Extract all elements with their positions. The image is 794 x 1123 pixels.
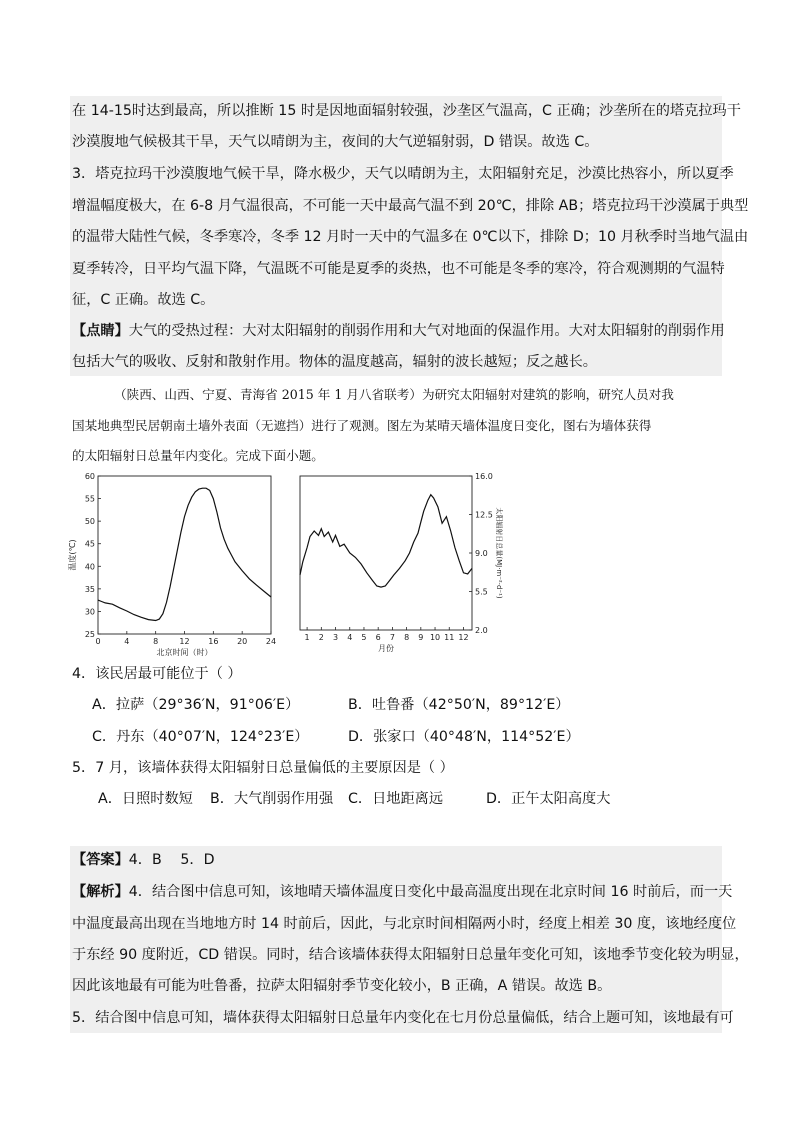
q4-option-c[interactable]: C．丹东（40°07′N，124°23′E） bbox=[92, 729, 309, 745]
tip-line bbox=[72, 321, 725, 341]
y-tick-label: 25 bbox=[84, 630, 95, 639]
tip-label: 【点睛】 bbox=[72, 323, 129, 339]
q5-option-d[interactable]: D．正午太阳高度大 bbox=[486, 791, 611, 807]
y-tick-label: 40 bbox=[84, 562, 95, 572]
explanation-line: 的温带大陆性气候，冬季寒冷，冬季 12 月时一天中的气温多在 0℃以下，排除 D；10 月秋季时当地气温由 bbox=[72, 229, 749, 245]
q5-option-b[interactable]: B．大气削弱作用强 bbox=[210, 791, 334, 807]
y-tick-label: 50 bbox=[84, 517, 95, 527]
x-tick-label: 9 bbox=[418, 633, 424, 642]
y-tick-label: 12.5 bbox=[475, 510, 493, 520]
explanation-line: 夏季转冷，日平均气温下降，气温既不可能是夏季的炎热，也不可能是冬季的寒冷，符合观测期的气温特 bbox=[72, 261, 725, 277]
analysis-line: 中温度最高出现在当地地方时 14 时前后，因此，与北京时间相隔两小时，经度上相差 30 度，该地经度位 bbox=[72, 916, 737, 932]
x-tick-label: 6 bbox=[375, 633, 381, 642]
q4-option-b[interactable]: B．吐鲁番（42°50′N，89°12′E） bbox=[348, 697, 570, 713]
x-tick-label: 16 bbox=[208, 637, 219, 646]
x-tick-label: 1 bbox=[304, 633, 310, 642]
q5-option-c[interactable]: C．日地距离远 bbox=[348, 791, 444, 807]
x-axis-label: 月份 bbox=[378, 644, 394, 653]
intro-line: 的太阳辐射日总量年内变化。完成下面小题。 bbox=[72, 448, 324, 463]
analysis-text: 4．结合图中信息可知，该地晴天墙体温度日变化中最高温度出现在北京时间 16 时前后，而一天 bbox=[128, 884, 733, 900]
x-tick-label: 11 bbox=[444, 633, 455, 642]
answer-label: 【答案】 bbox=[72, 852, 129, 868]
x-tick-label: 24 bbox=[265, 637, 277, 646]
y-axis-label: 温度(℃) bbox=[68, 539, 77, 571]
y-tick-label: 35 bbox=[84, 584, 95, 594]
series-line bbox=[98, 488, 271, 620]
x-tick-label: 7 bbox=[389, 633, 395, 642]
tip-line: 包括大气的吸收、反射和散射作用。物体的温度越高，辐射的波长越短；反之越长。 bbox=[72, 354, 597, 370]
analysis-line: 于东经 90 度附近，CD 错误。同时，结合该墙体获得太阳辐射日总量年变化可知，该地季节变化较为明显， bbox=[72, 947, 749, 963]
series-line bbox=[300, 495, 472, 587]
x-tick-label: 12 bbox=[458, 633, 469, 642]
analysis-label: 【解析】 bbox=[72, 884, 129, 900]
intro-line: 国某地典型民居朝南土墙外表面（无遮挡）进行了观测。图左为某晴天墙体温度日变化，图右为墙体获得 bbox=[72, 418, 652, 433]
question-4-stem: 4．该民居最可能位于（ ） bbox=[72, 666, 242, 682]
explanation-line: 沙漠腹地气候极其干旱，天气以晴朗为主，夜间的大气逆辐射弱，D 错误。故选 C。 bbox=[72, 134, 599, 150]
y-tick-label: 60 bbox=[84, 472, 95, 481]
analysis-line: 5．结合图中信息可知，墙体获得太阳辐射日总量年内变化在七月份总量偏低，结合上题可知，该地最有可 bbox=[72, 1010, 734, 1026]
x-tick-label: 10 bbox=[429, 633, 441, 642]
q4-option-d[interactable]: D．张家口（40°48′N，114°52′E） bbox=[348, 729, 580, 745]
y-tick-label: 9.0 bbox=[475, 549, 488, 558]
y-tick-label: 16.0 bbox=[475, 472, 493, 481]
tip-text: 大气的受热过程：大对太阳辐射的削弱作用和大气对地面的保温作用。大对太阳辐射的削弱作用 bbox=[128, 323, 725, 339]
x-tick-label: 0 bbox=[95, 637, 101, 646]
q4-option-a[interactable]: A．拉萨（29°36′N，91°06′E） bbox=[92, 697, 300, 713]
x-tick-label: 2 bbox=[318, 633, 324, 642]
x-tick-label: 8 bbox=[404, 633, 410, 642]
wall-temperature-chart bbox=[60, 468, 285, 660]
explanation-line: 在 14-15时达到最高，所以推断 15 时是因地面辐射较强，沙垄区气温高，C 正确；沙垄所在的塔克拉玛干 bbox=[72, 103, 741, 119]
x-tick-label: 4 bbox=[124, 637, 130, 646]
q5-option-a[interactable]: A．日照时数短 bbox=[98, 791, 193, 807]
y-tick-label: 45 bbox=[84, 539, 95, 549]
question-5-stem: 5．7 月，该墙体获得太阳辐射日总量偏低的主要原因是（ ） bbox=[72, 760, 454, 776]
analysis-line: 因此该地最有可能为吐鲁番，拉萨太阳辐射季节变化较小，B 正确，A 错误。故选 B。 bbox=[72, 978, 612, 994]
y-axis-label: 太阳辐射日总量(MJ·m⁻²·d⁻¹) bbox=[495, 507, 503, 599]
y-tick-label: 5.5 bbox=[475, 587, 488, 597]
x-tick-label: 4 bbox=[347, 633, 353, 642]
answer-line bbox=[72, 850, 215, 870]
explanation-line: 征，C 正确。故选 C。 bbox=[72, 292, 215, 308]
analysis-line bbox=[72, 882, 732, 902]
y-tick-label: 2.0 bbox=[475, 626, 488, 635]
explanation-line: 增温幅度极大，在 6-8 月气温很高，不可能一天中最高气温不到 20℃，排除 AB；塔克拉玛干沙漠属于典型 bbox=[72, 198, 749, 214]
x-tick-label: 20 bbox=[237, 637, 248, 646]
explanation-line: 3．塔克拉玛干沙漠腹地气候干旱，降水极少，天气以晴朗为主，太阳辐射充足，沙漠比热容小，所以夏季 bbox=[72, 166, 734, 182]
plot-frame bbox=[300, 476, 472, 630]
x-tick-label: 3 bbox=[332, 633, 339, 642]
x-tick-label: 12 bbox=[179, 637, 190, 646]
answer-background bbox=[70, 846, 722, 1033]
y-tick-label: 55 bbox=[84, 494, 95, 504]
x-tick-label: 5 bbox=[361, 633, 367, 642]
x-tick-label: 8 bbox=[153, 637, 159, 646]
y-tick-label: 30 bbox=[84, 607, 95, 617]
intro-line: （陕西、山西、宁夏、青海省 2015 年 1 月八省联考）为研究太阳辐射对建筑的影响，研究人员对我 bbox=[114, 387, 674, 402]
x-axis-label: 北京时间（时） bbox=[156, 648, 213, 657]
solar-radiation-chart bbox=[292, 468, 517, 660]
answer-text: 4．B 5．D bbox=[128, 852, 215, 868]
